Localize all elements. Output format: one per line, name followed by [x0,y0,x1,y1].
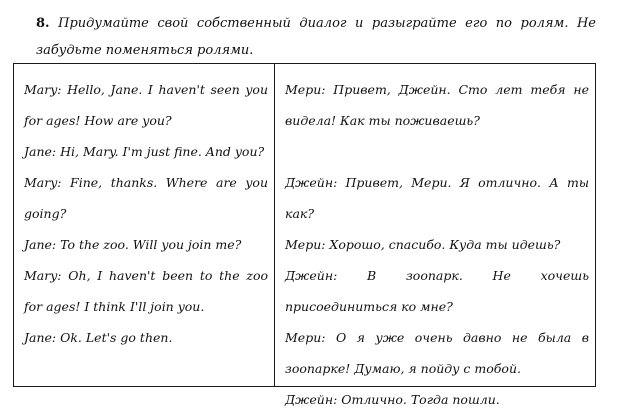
speaker-name: Mary [24,175,58,190]
speaker-name: Джейн [285,392,334,407]
dialogue-line [285,167,589,229]
dialogue-table [13,63,596,407]
speaker-name: Мери [285,237,322,252]
speaker-name: Mary [24,268,58,283]
dialogue-line [285,229,589,260]
dialogue-line [24,260,268,322]
dialogue-line [285,260,589,322]
speaker-name: Мери [285,330,322,345]
dialogue-line [285,384,589,415]
line-text: : Fine, thanks. Where are you going? [24,175,268,221]
line-text: : Hi, Mary. I'm just fine. And you? [51,144,265,159]
russian-column [275,64,595,407]
speaker-name: Мери [285,82,322,97]
speaker-name: Jane [24,330,52,345]
dialogue-line [285,74,589,136]
line-text: : О я уже очень давно не была в зоопарке! Думаю, я пойду с тобой. [285,330,589,376]
dialogue-line [24,74,268,136]
dialogue-line [24,167,268,229]
speaker-name: Джейн [285,175,334,190]
dialogue-line [24,322,268,353]
speaker-name: Джейн [285,268,334,283]
task-text: Придумайте свой собственный диалог и разыграйте его по ролям. Не забудьте поменяться ролями. [36,16,596,58]
speaker-name: Mary [24,82,58,97]
dialogue-line [24,136,268,167]
dialogue-line [285,322,589,384]
line-text: : Ok. Let's go then. [51,330,173,345]
line-text: : В зоопарк. Не хочешь присоединиться ко мне? [285,268,589,314]
row-spacer [285,136,589,167]
task-instruction [36,10,596,64]
speaker-name: Jane [24,237,52,252]
line-text: : To the zoo. Will you join me? [51,237,242,252]
line-text: : Привет, Джейн. Сто лет тебя не видела! Как ты поживаешь? [285,82,589,128]
english-column [14,64,275,386]
line-text: : Oh, I haven't been to the zoo for ages! I think I'll join you. [24,268,268,314]
speaker-name: Jane [24,144,52,159]
line-text: : Hello, Jane. I haven't seen you for ages! How are you? [24,82,268,128]
dialogue-line [24,229,268,260]
line-text: : Хорошо, спасибо. Куда ты идешь? [321,237,561,252]
task-number: 8. [36,16,50,31]
line-text: : Отлично. Тогда пошли. [333,392,500,407]
line-text: : Привет, Мери. Я отлично. А ты как? [285,175,589,221]
